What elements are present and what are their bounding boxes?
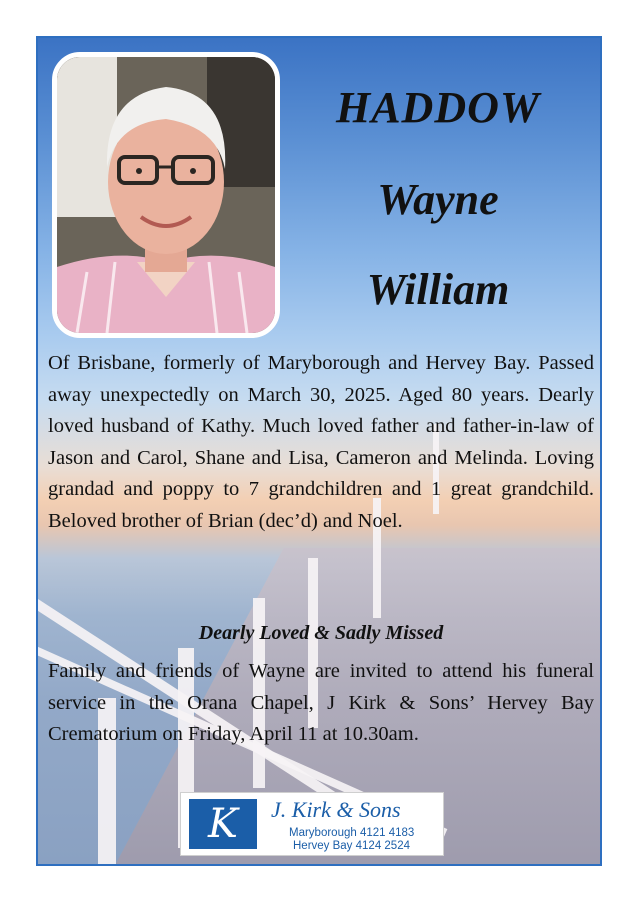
funeral-home-monogram: K xyxy=(189,799,257,849)
notice-tagline: Dearly Loved & Sadly Missed xyxy=(198,622,444,644)
surname-heading: HADDOW xyxy=(335,83,541,132)
portrait-photo xyxy=(52,52,280,338)
death-notice xyxy=(36,36,602,866)
notice-paragraph-service: Family and friends of Wayne are invited to attend his funeral service in the Orana Chapel, J Kirk & Sons’ Hervey Bay Crematorium on Friday, April 11 at 10.30am. xyxy=(48,660,594,745)
funeral-home-phone-hervey-bay: Hervey Bay 4124 2524 xyxy=(293,840,410,852)
funeral-home-phone-maryborough: Maryborough 4121 4183 xyxy=(289,827,415,839)
given-name-first: Wayne xyxy=(377,175,499,224)
notice-paragraph-details: Of Brisbane, formerly of Maryborough and Hervey Bay. Passed away unexpectedly on March 30, 2025. Aged 80 years. Dearly loved husband of Kathy. Much loved father and father-in-law of Jason and Carol, Shane and Lisa, Cameron and Melinda. Loving grandad and poppy to 7 grandchildren and 1 great grandchild. Beloved brother of Brian (dec’d) and Noel. xyxy=(48,352,594,532)
funeral-home-logo xyxy=(180,792,444,856)
funeral-home-name: J. Kirk & Sons xyxy=(271,797,401,822)
given-name-middle: William xyxy=(366,265,510,314)
